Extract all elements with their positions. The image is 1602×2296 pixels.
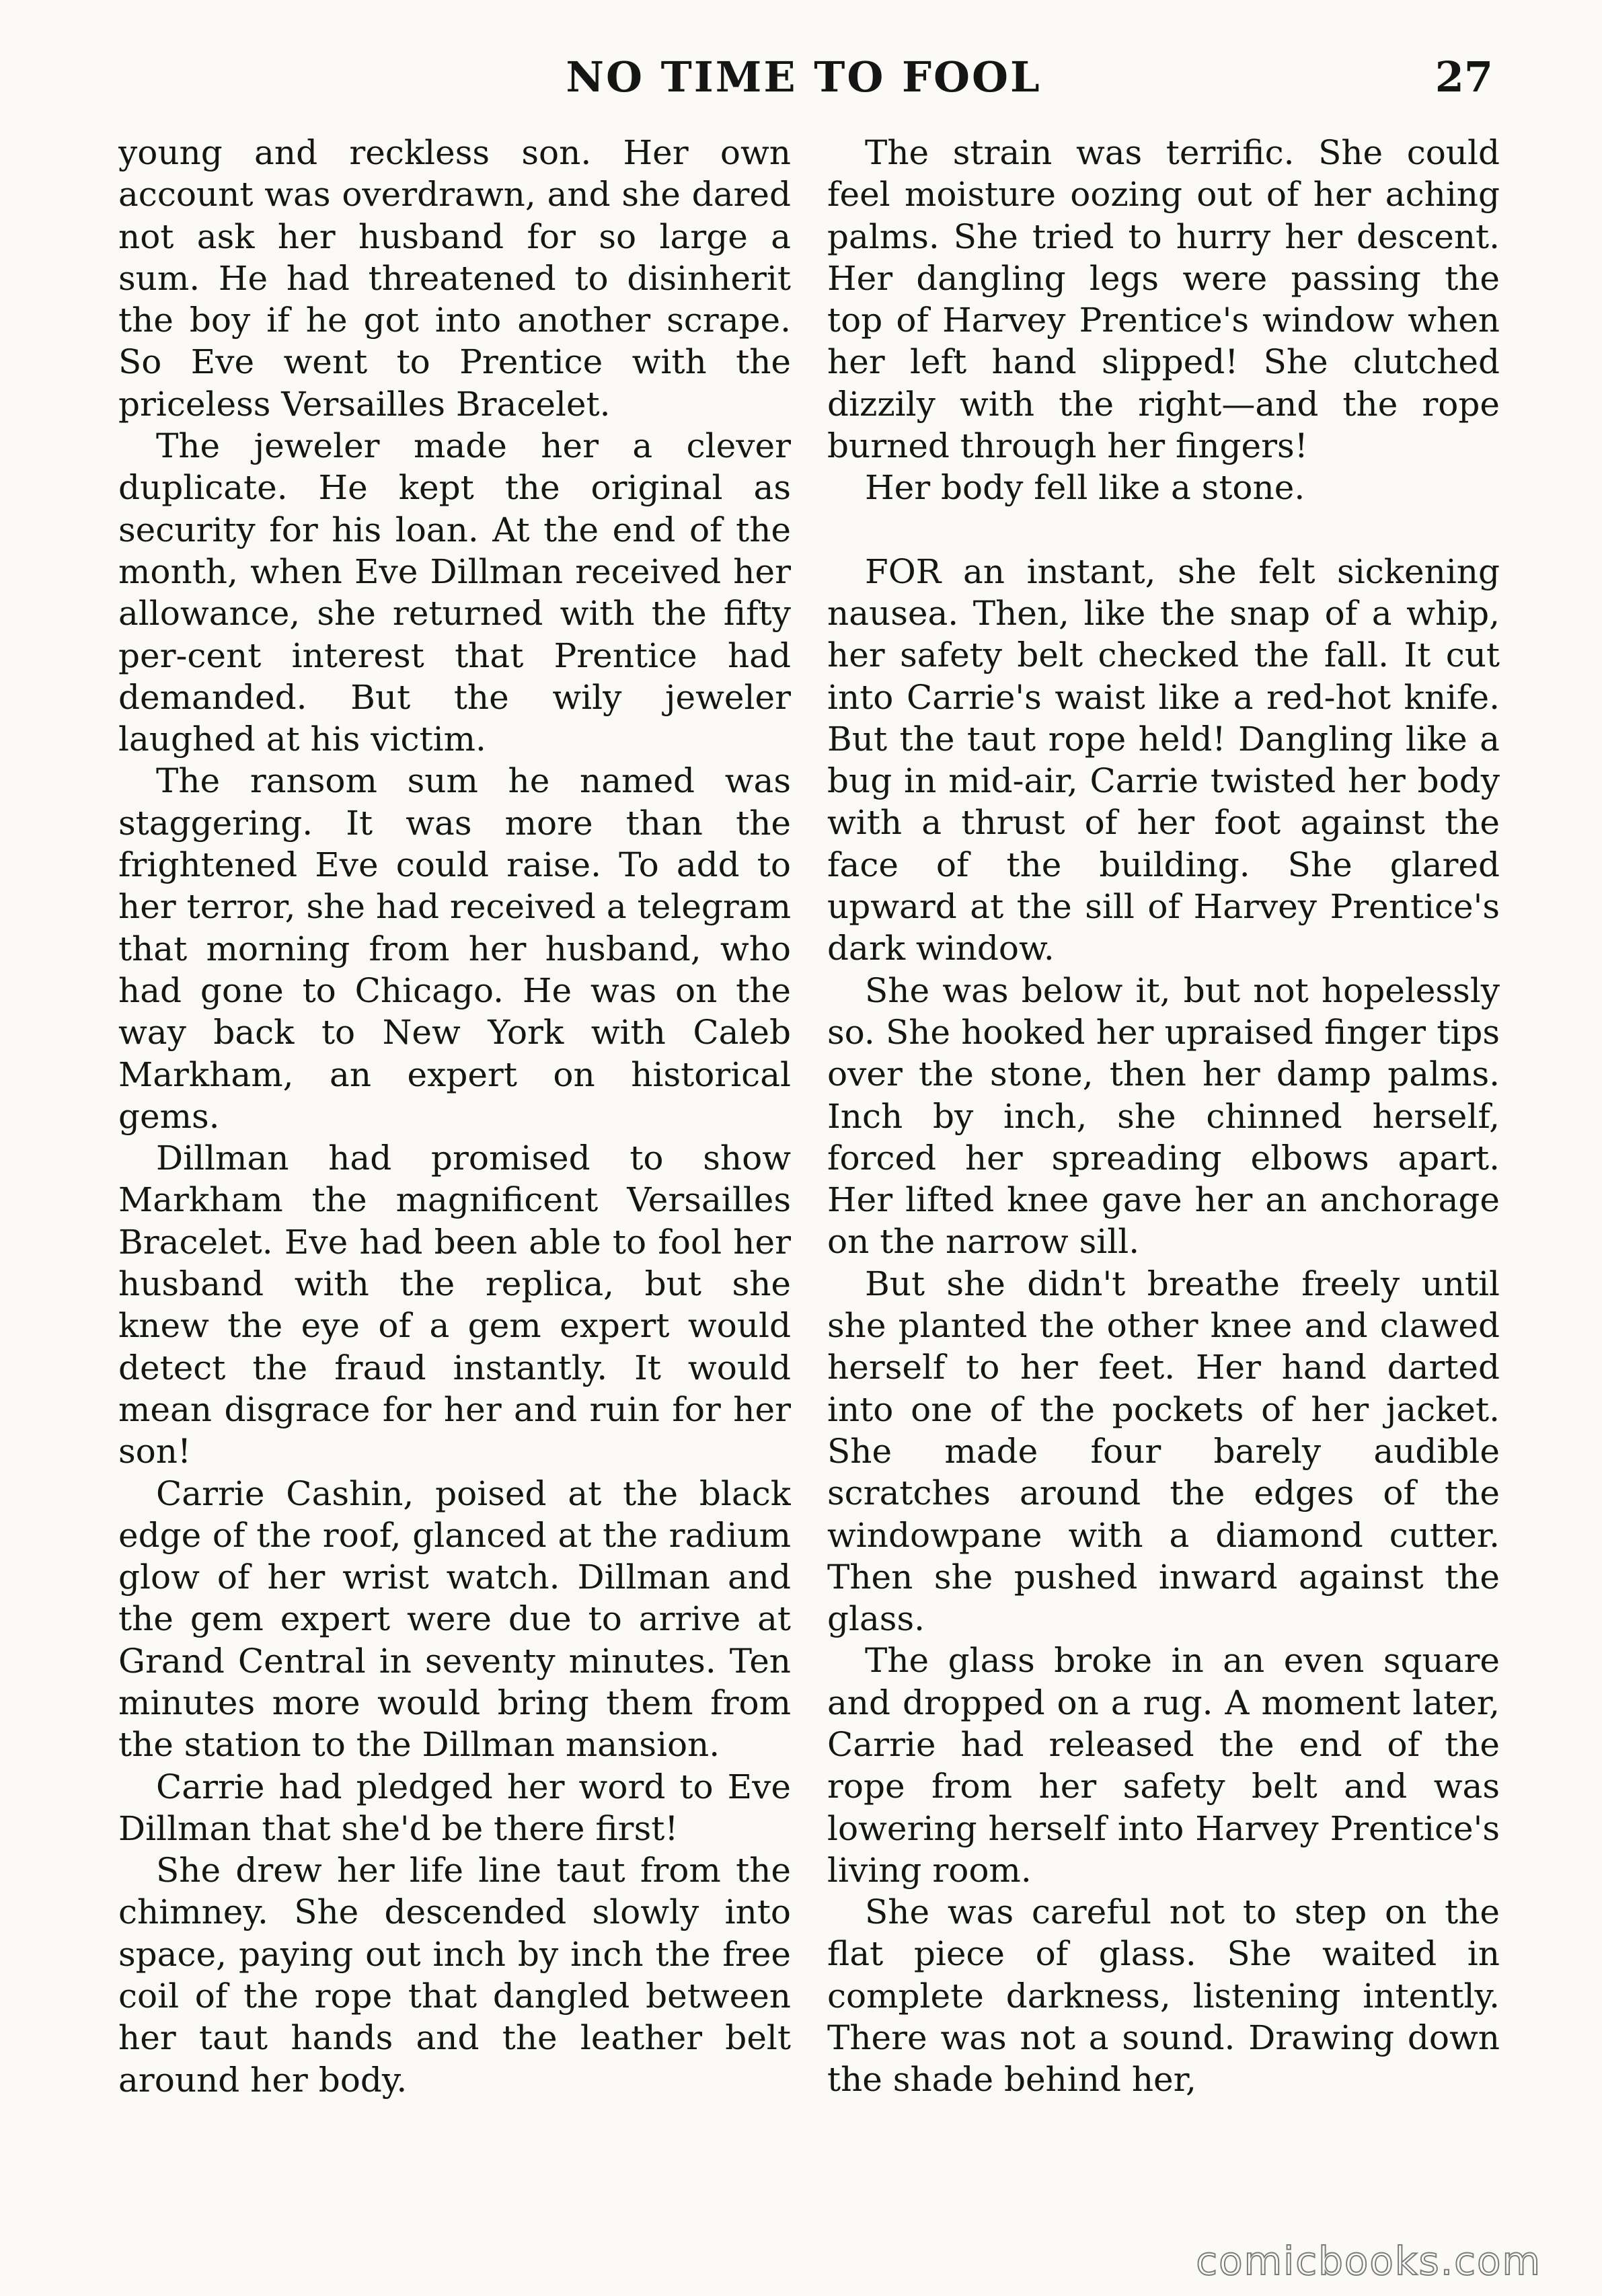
- paragraph: She was careful not to step on the flat piece of glass. She waited in complete darkness, listening intently. There was not a sound. Drawing down the shade behind her,: [827, 1892, 1500, 2100]
- paragraph: But she didn't breathe freely until she planted the other knee and clawed herself to her feet. Her hand darted into one of the pockets of her jacket. She made four barely audible scratches around the edges of the windowpane with a diamond cutter. Then she pushed inward against the glass.: [827, 1264, 1500, 1639]
- left-column: [118, 132, 791, 2230]
- paragraph: Carrie had pledged her word to Eve Dillman that she'd be there first!: [118, 1767, 791, 1848]
- paragraph: She was below it, but not hopelessly so. She hooked her upraised finger tips over the stone, then her damp palms. Inch by inch, she chinned herself, forced her spreading elbows apart. Her lifted knee gave her an anchorage on the narrow sill.: [827, 970, 1500, 1262]
- watermark: comicbooks.com: [1196, 2238, 1541, 2284]
- paragraph: She drew her life line taut from the chimney. She descended slowly into space, paying out inch by inch the free coil of the rope that dangled between her taut hands and the leather belt around her body.: [118, 1851, 791, 2100]
- paragraph: Carrie Cashin, poised at the black edge of the roof, glanced at the radium glow of her wrist watch. Dillman and the gem expert were due to arrive at Grand Central in seventy minutes. Ten minutes more would bring them from the station to the Dillman mansion.: [118, 1474, 791, 1765]
- paragraph: The jeweler made her a clever duplicate. He kept the original as security for his loan. At the end of the month, when Eve Dillman received her allowance, she returned with the fifty per-cent interest that Prentice had demanded. But the wily jeweler laughed at his victim.: [118, 426, 791, 759]
- paragraph: Dillman had promised to show Markham the magnificent Versailles Bracelet. Eve had been able to fool her husband with the replica, but she knew the eye of a gem expert would detect the fraud instantly. It would mean disgrace for her and ruin for her son!: [118, 1139, 791, 1471]
- right-column: [827, 132, 1500, 2230]
- running-title: NO TIME TO FOOL: [566, 52, 1042, 102]
- page-header: [114, 40, 1493, 114]
- paragraph: The ransom sum he named was staggering. It was more than the frightened Eve could raise. To add to her terror, she had received a telegram that morning from her husband, who had gone to Chicago. He was on the way back to New York with Caleb Markham, an expert on historical gems.: [118, 761, 791, 1136]
- paragraph: Her body fell like a stone.: [865, 468, 1305, 508]
- paragraph: The strain was terrific. She could feel moisture oozing out of her aching palms. She tried to hurry her descent. Her dangling legs were passing the top of Harvey Prentice's window when her left hand slipped! She clutched dizzily with the right—and the rope burned through her fingers!: [827, 133, 1500, 466]
- paragraph: young and reckless son. Her own account was overdrawn, and she dared not ask her husband for so large a sum. He had threatened to disinherit the boy if he got into another scrape. So Eve went to Prentice with the priceless Versailles Bracelet.: [118, 133, 791, 424]
- page-number: 27: [1435, 52, 1493, 102]
- paragraph: The glass broke in an even square and dropped on a rug. A moment later, Carrie had released the end of the rope from her safety belt and was lowering herself into Harvey Prentice's living room.: [827, 1641, 1500, 1890]
- section-start-paragraph: FOR an instant, she felt sickening nausea. Then, like the snap of a whip, her safety belt checked the fall. It cut into Carrie's waist like a red-hot knife. But the taut rope held! Dangling like a bug in mid-air, Carrie twisted her body with a thrust of her foot against the face of the building. She glared upward at the sill of Harvey Prentice's dark window.: [827, 551, 1500, 968]
